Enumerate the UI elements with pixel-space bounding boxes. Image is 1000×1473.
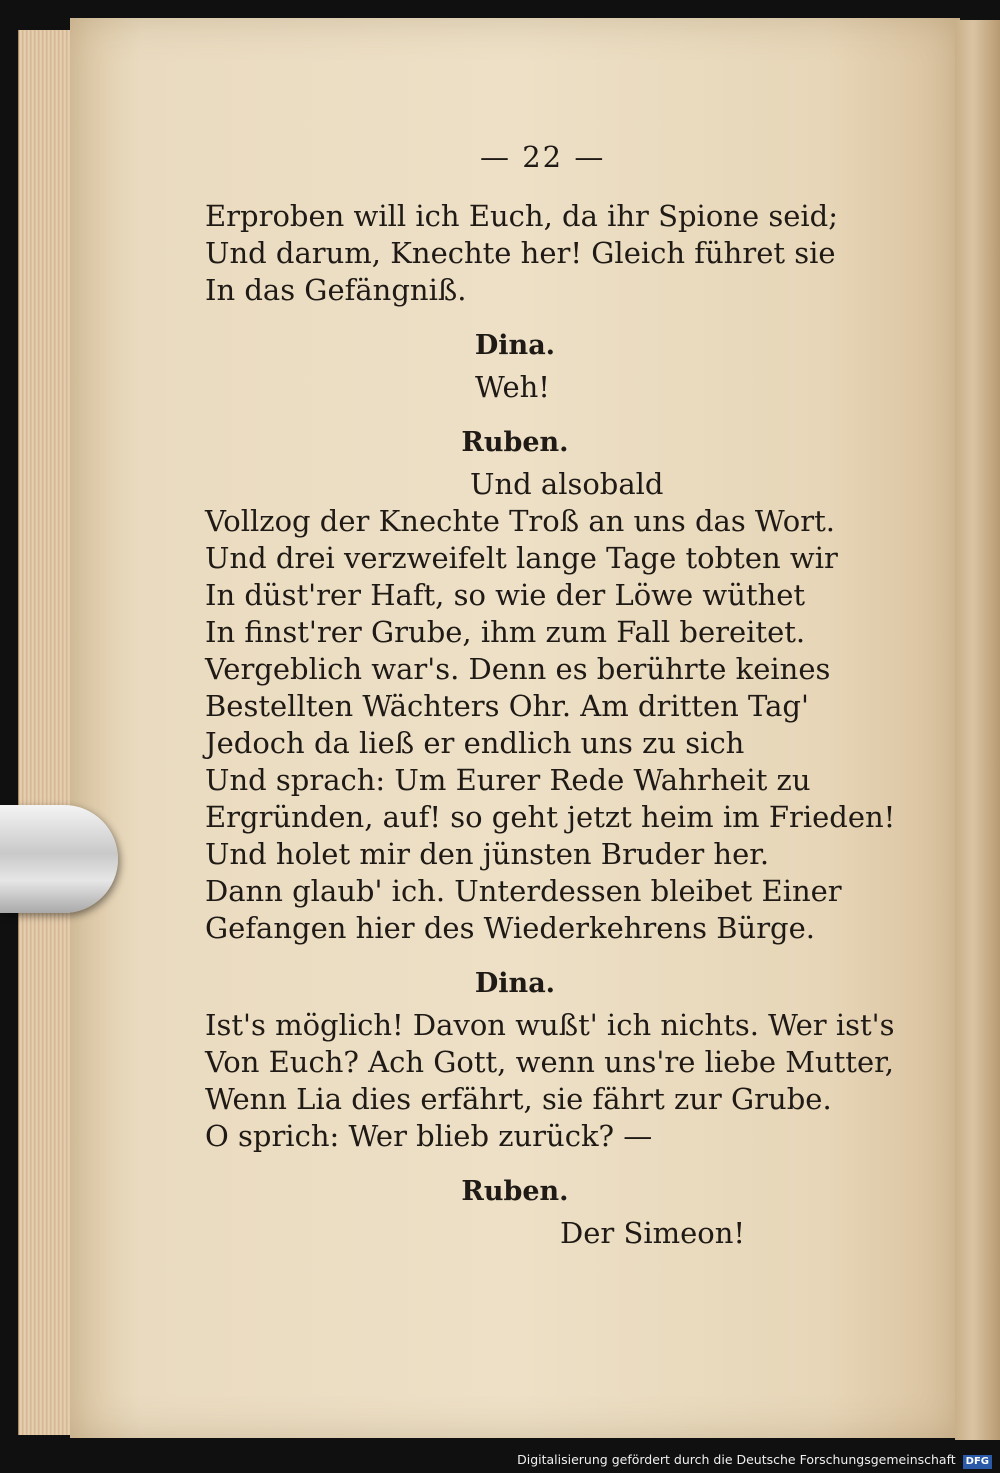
verse-lines <box>205 198 896 1252</box>
page-clip <box>0 805 118 913</box>
speaker-name: Dina. <box>474 330 556 361</box>
verse-line: Ist's möglich! Davon wußt' ich nichts. Wer ist's <box>205 1008 895 1042</box>
verse-line: Dann glaub' ich. Unterdessen bleibet Einer <box>205 874 842 908</box>
verse-line: Wenn Lia dies erfährt, sie fährt zur Grube. <box>205 1082 832 1116</box>
verse-line: Weh! <box>475 370 550 404</box>
verse-line: Der Simeon! <box>560 1216 746 1250</box>
bleed-through-text <box>820 220 950 1320</box>
verse-line: Vollzog der Knechte Troß an uns das Wort. <box>205 504 835 538</box>
book-right-edge <box>955 20 1000 1440</box>
speaker-name: Ruben. <box>461 1176 569 1207</box>
verse-line: Vergeblich war's. Denn es berührte keines <box>205 652 831 686</box>
verse-line: Erproben will ich Euch, da ihr Spione seid; <box>205 199 839 233</box>
verse-line: Und darum, Knechte her! Gleich führet sie <box>205 236 836 270</box>
dfg-logo: DFG <box>963 1455 992 1469</box>
verse-line: Und holet mir den jünsten Bruder her. <box>205 837 770 871</box>
verse-line: O sprich: Wer blieb zurück? — <box>205 1119 653 1153</box>
verse-line: Und sprach: Um Eurer Rede Wahrheit zu <box>205 763 811 797</box>
speaker-name: Ruben. <box>461 427 569 458</box>
speaker-name: Dina. <box>474 968 556 999</box>
verse-line: In das Gefängniß. <box>205 273 467 307</box>
verse-line: Und drei verzweifelt lange Tage tobten wir <box>205 541 838 575</box>
verse-line: Von Euch? Ach Gott, wenn uns're liebe Mutter, <box>205 1045 895 1079</box>
verse-line: Bestellten Wächters Ohr. Am dritten Tag' <box>205 689 809 723</box>
digitization-credit <box>500 1450 992 1470</box>
page-number: — 22 — <box>480 140 606 174</box>
verse-line: In düst'rer Haft, so wie der Löwe wüthet <box>205 578 806 612</box>
verse-line: Und alsobald <box>470 467 664 501</box>
verse-line: Jedoch da ließ er endlich uns zu sich <box>205 726 745 760</box>
verse-line: Gefangen hier des Wiederkehrens Bürge. <box>205 911 816 945</box>
credit-text: Digitalisierung gefördert durch die Deutsche Forschungsgemeinschaft <box>517 1452 956 1467</box>
verse-line: Ergründen, auf! so geht jetzt heim im Frieden! <box>205 800 896 834</box>
verse-line: In finst'rer Grube, ihm zum Fall bereitet. <box>205 615 806 649</box>
